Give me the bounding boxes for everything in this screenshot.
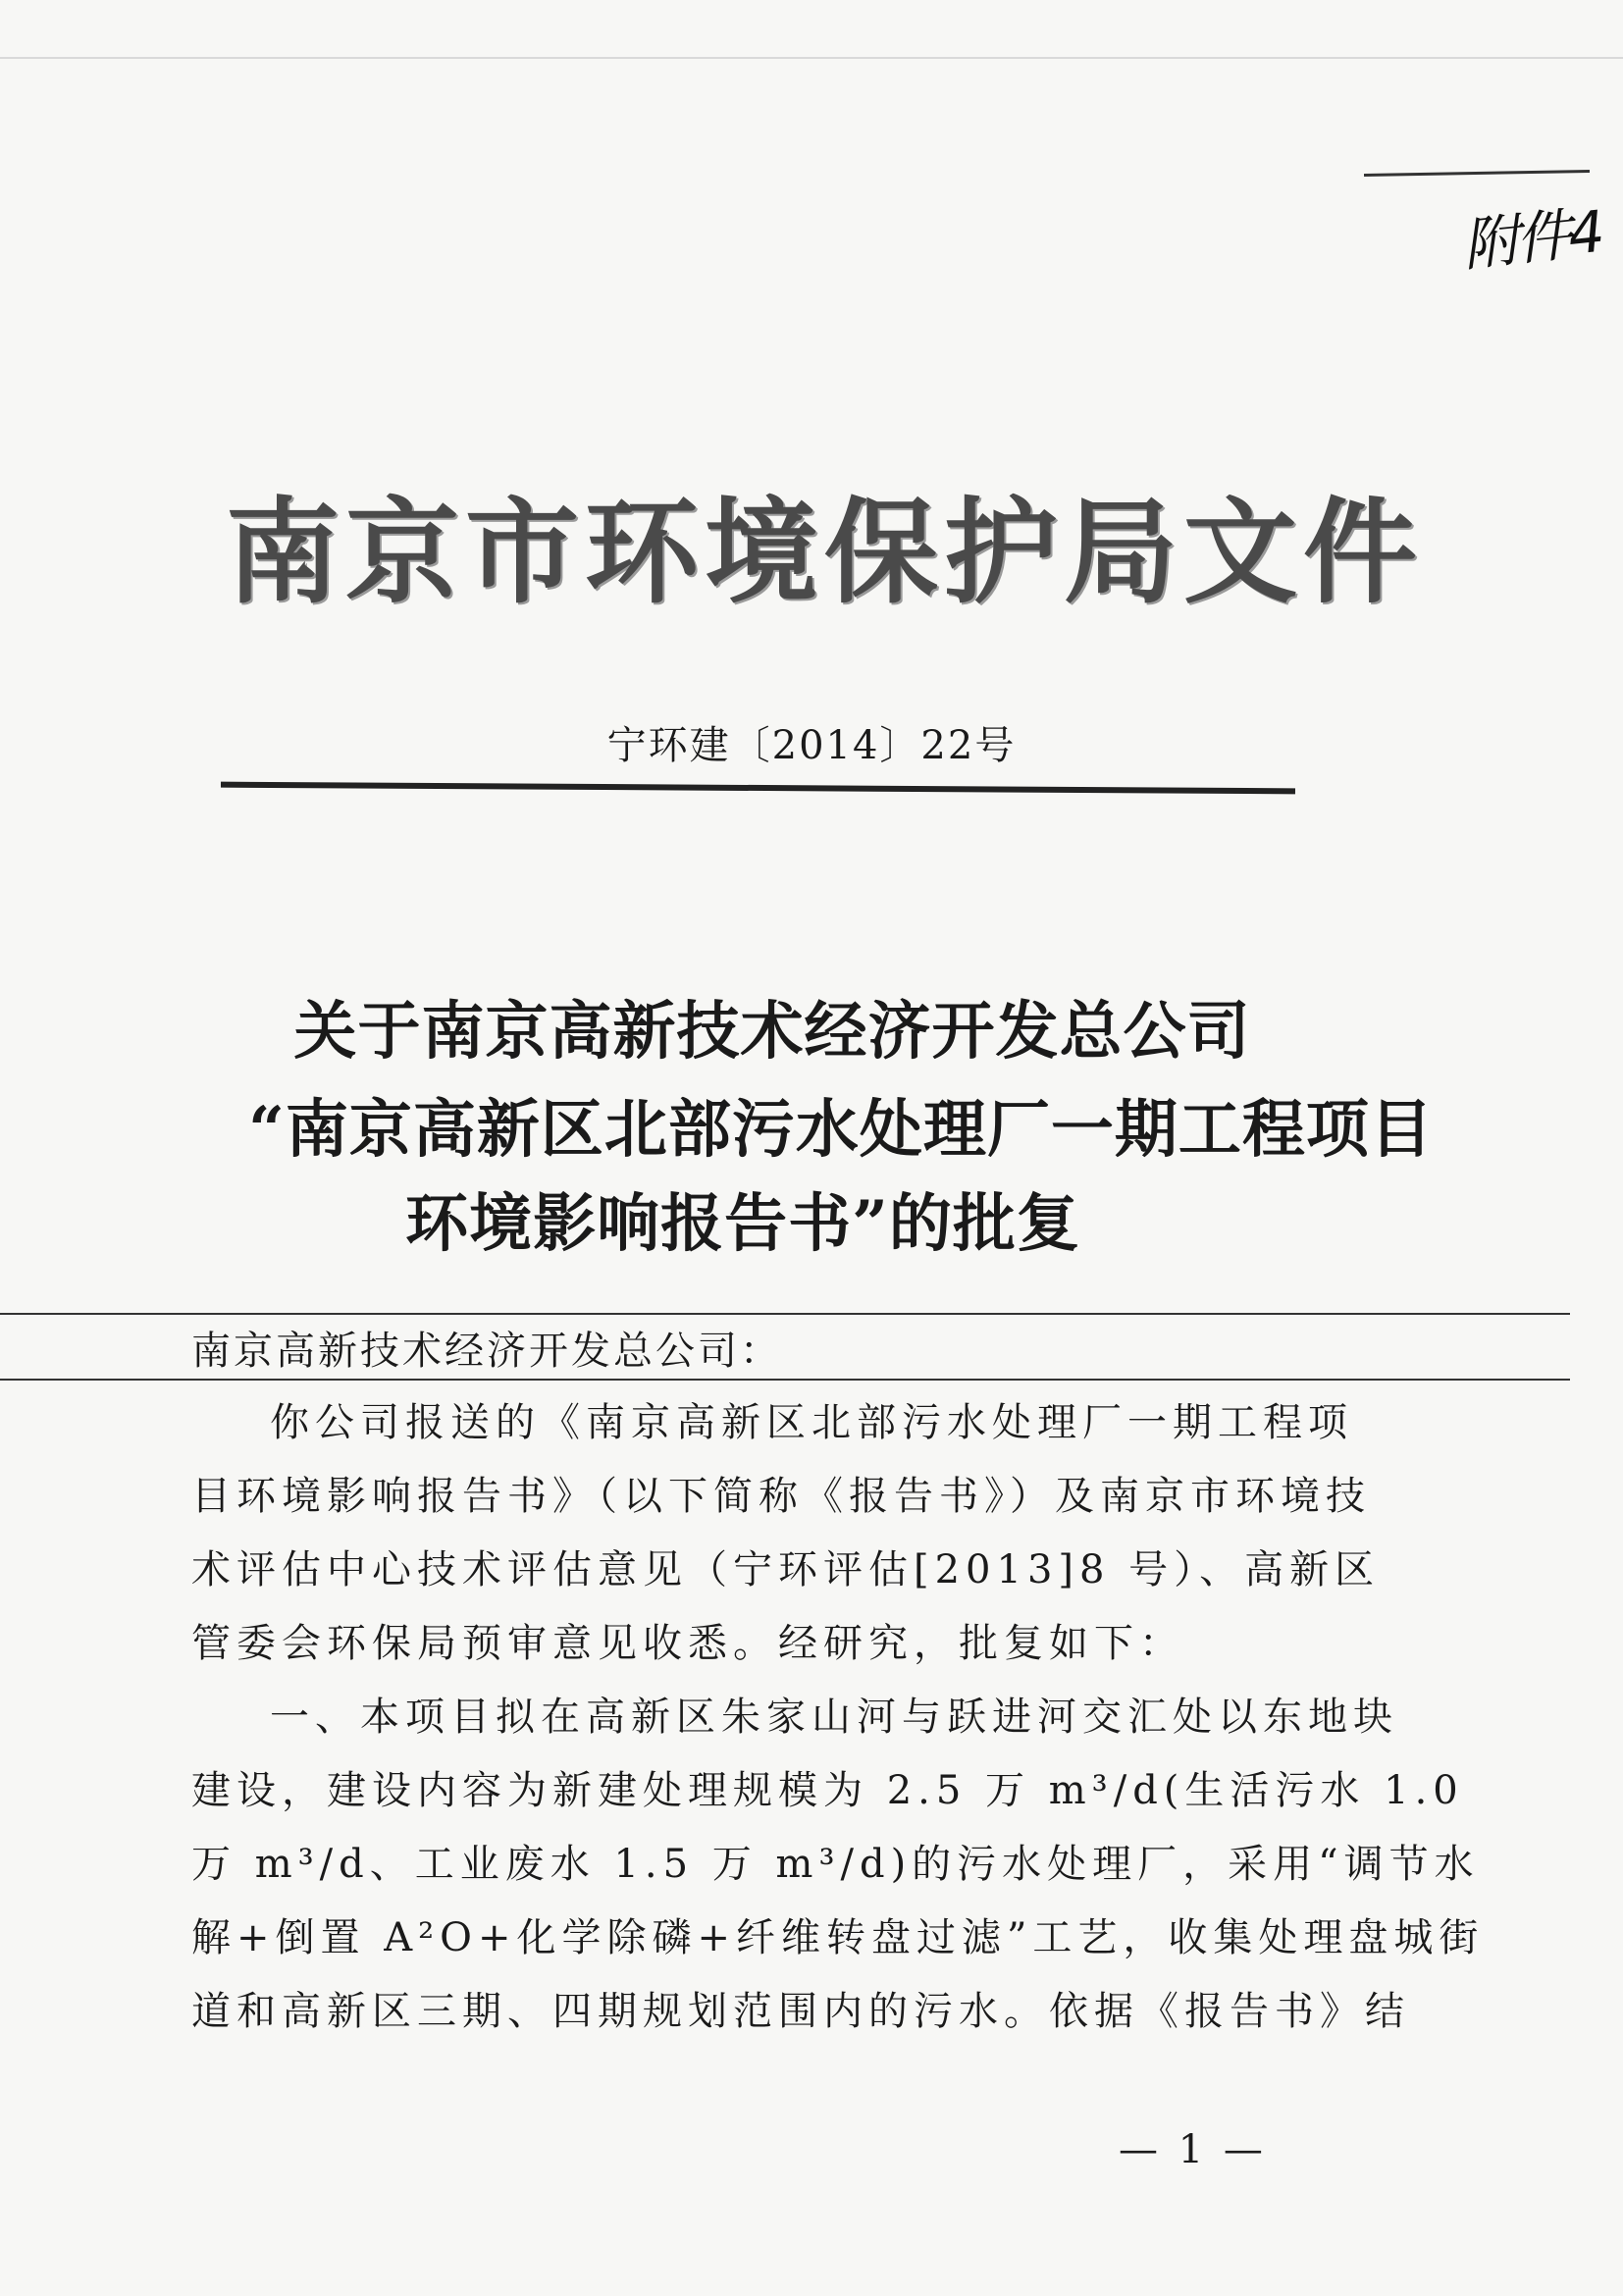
body-line: 一、本项目拟在高新区朱家山河与跃进河交汇处以东地块: [270, 1695, 1398, 1740]
header-divider: [221, 782, 1295, 795]
document-number: 宁环建〔2014〕22号: [606, 723, 1017, 768]
body-line: 术评估中心技术评估意见（宁环评估[2013]8 号）、高新区: [191, 1547, 1381, 1592]
scan-edge-line: [0, 57, 1623, 59]
page-number: — 1 —: [1119, 2127, 1267, 2172]
body-line: 目环境影响报告书》（以下简称《报告书》）及南京市环境技: [191, 1474, 1371, 1519]
issuer-heading: 南京市环境保护局文件: [226, 486, 1423, 619]
handwritten-annotation: 附件4: [1459, 197, 1604, 280]
body-line: 道和高新区三期、四期规划范围内的污水。依据《报告书》结: [191, 1989, 1410, 2034]
recipient-rule-top: [0, 1313, 1570, 1315]
title-line-3: 环境影响报告书”的批复: [405, 1187, 1080, 1261]
recipient: 南京高新技术经济开发总公司：: [191, 1329, 782, 1374]
body-line: 你公司报送的《南京高新区北部污水处理厂一期工程项: [270, 1400, 1353, 1445]
body-line: 管委会环保局预审意见收悉。经研究，批复如下：: [191, 1621, 1184, 1666]
title-line-2: “南京高新区北部污水处理厂一期工程项目: [248, 1093, 1434, 1167]
title-line-1: 关于南京高新技术经济开发总公司: [293, 995, 1251, 1069]
body-line: 万 m³/d、工业废水 1.5 万 m³/d)的污水处理厂，采用“调节水: [191, 1842, 1480, 1887]
handwritten-underline: [1364, 170, 1590, 177]
recipient-rule-bottom: [0, 1379, 1570, 1381]
body-line: 解+倒置 A²O+化学除磷+纤维转盘过滤”工艺，收集处理盘城街: [191, 1915, 1485, 1960]
body-line: 建设，建设内容为新建处理规模为 2.5 万 m³/d(生活污水 1.0: [191, 1768, 1464, 1813]
